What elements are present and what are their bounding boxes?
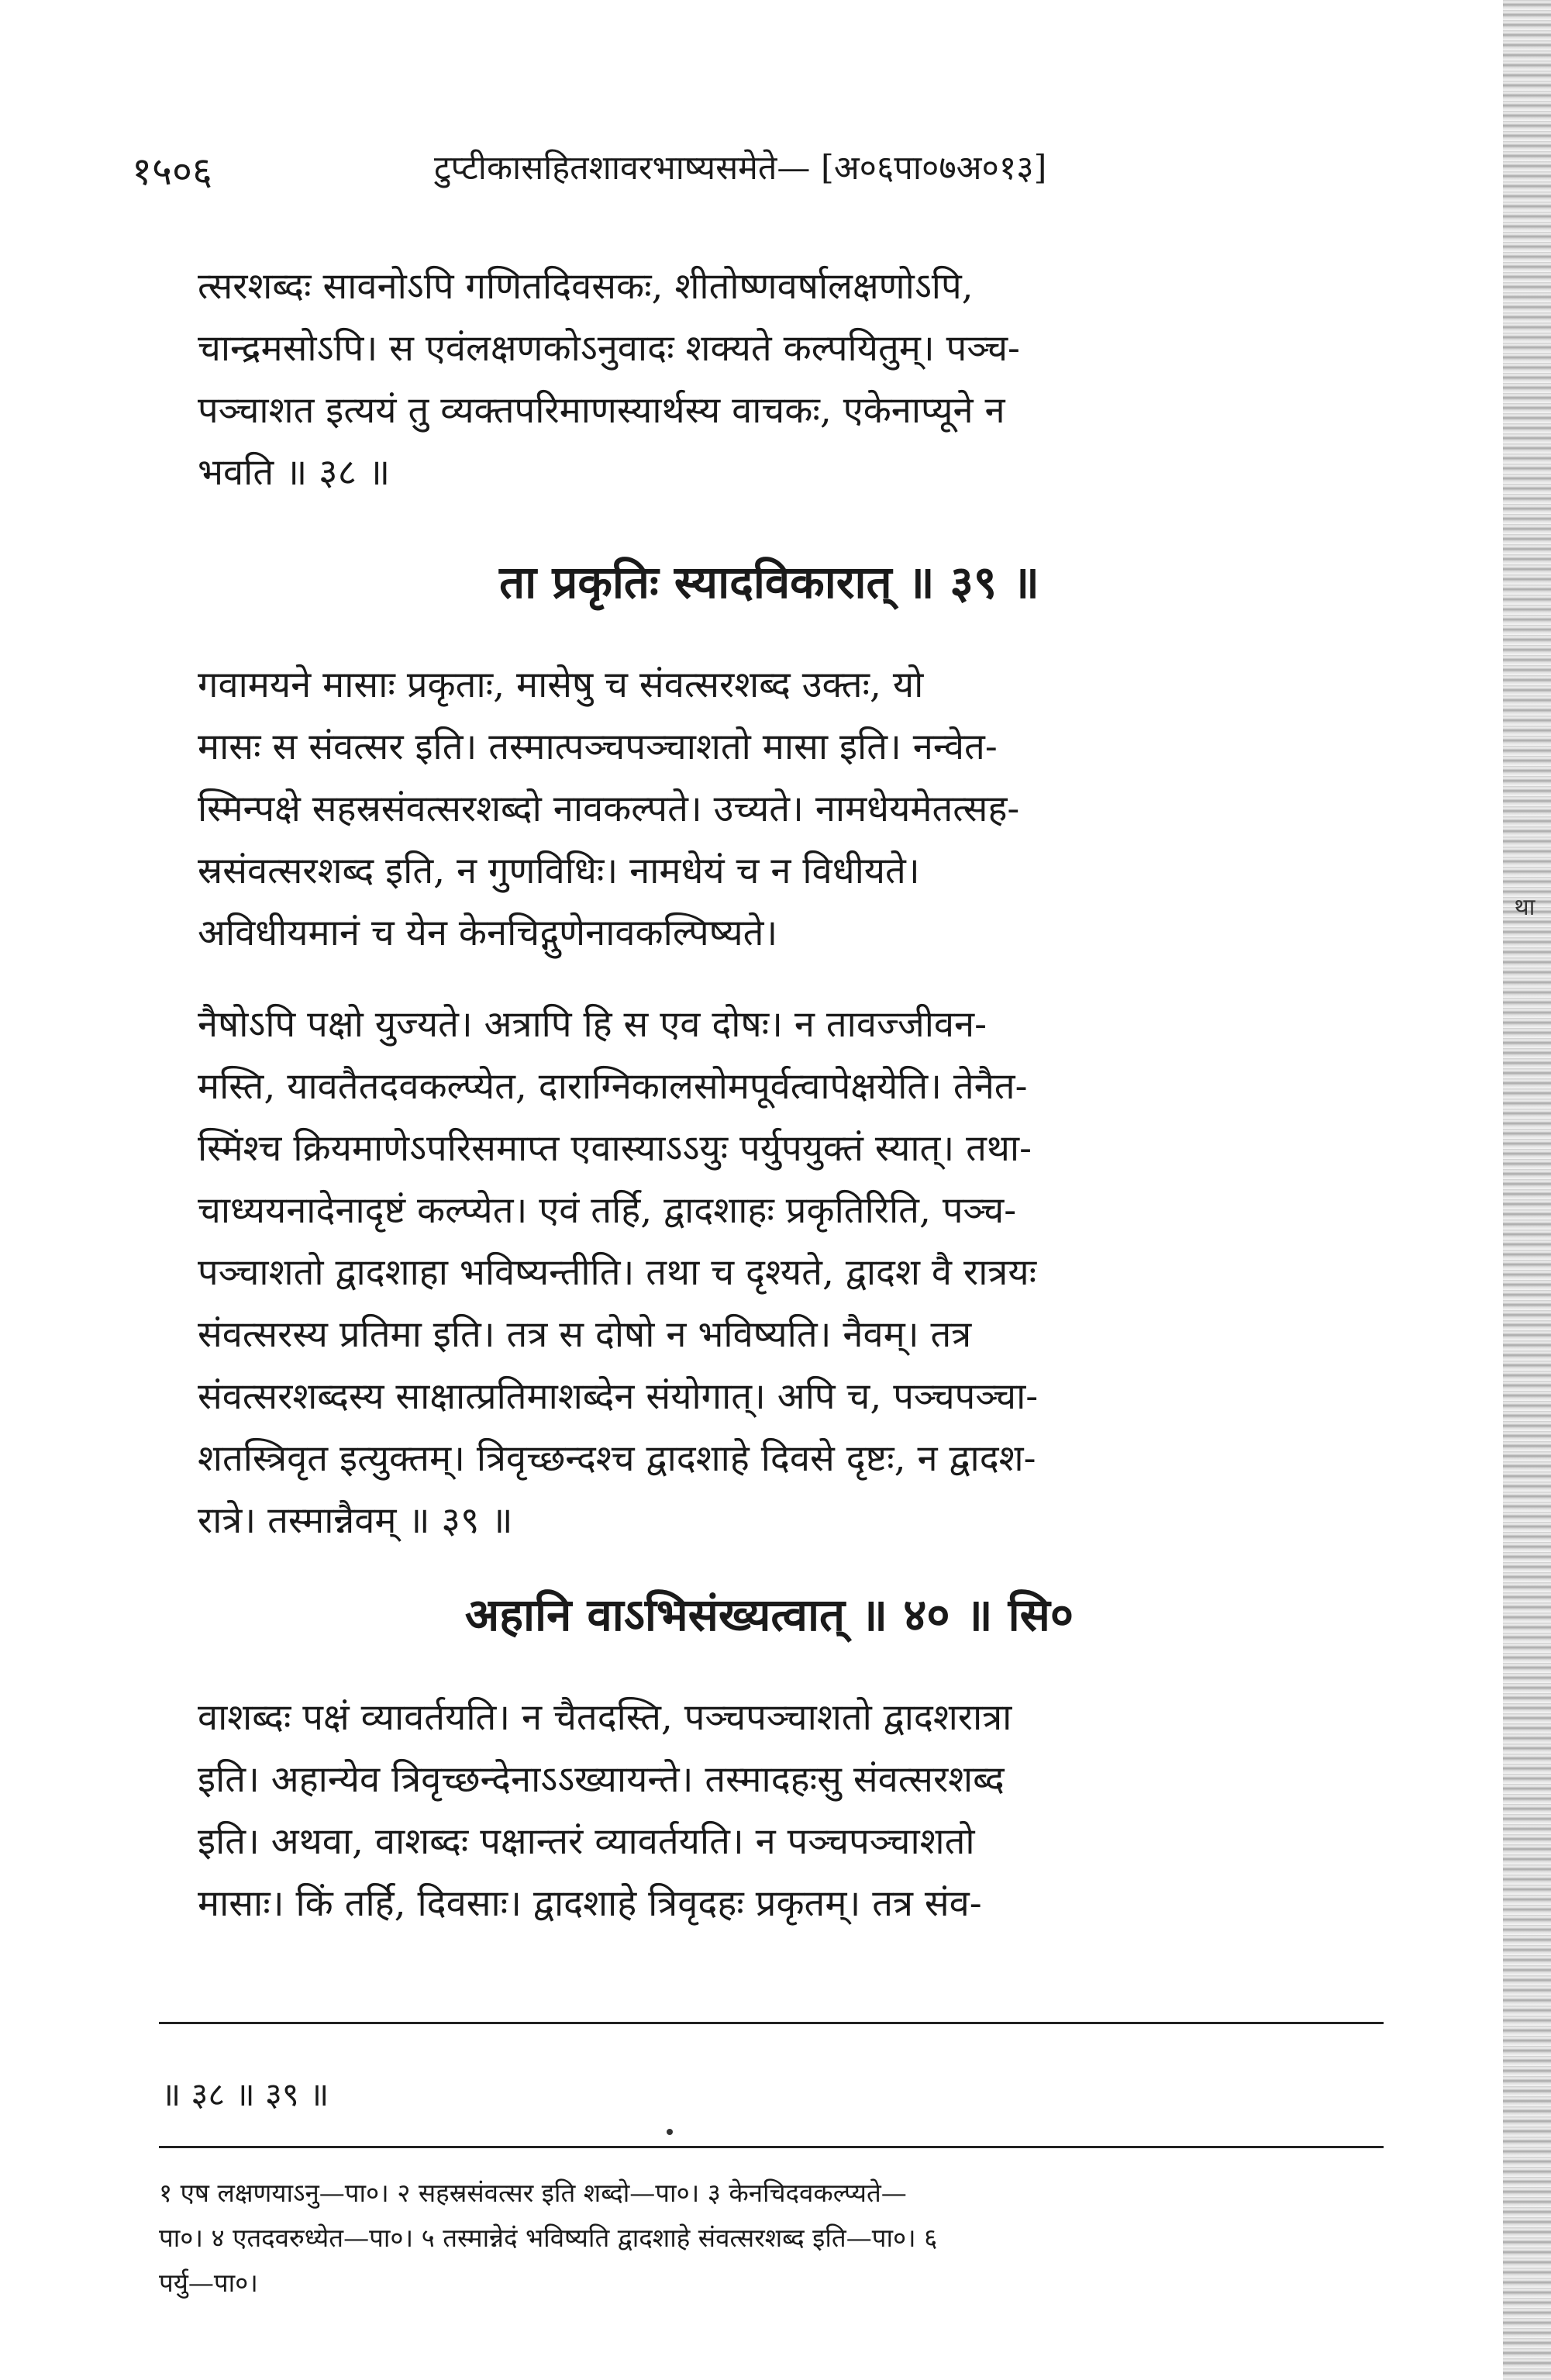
divider-footnotes: [159, 2146, 1384, 2148]
scan-edge: [1503, 0, 1551, 2380]
paragraph-39-b: नैषोऽपि पक्षो युज्यते। अत्रापि हि स एव दोषः। न तावज्जीवन- मस्ति, यावतैतदवकल्प्येत, दाराग्निकालसोमपूर्वत्वापेक्षयेति। तेनैत- स्मिंश्च क्रियमाणेऽपरिसमाप्त एवास्याऽऽयुः पर्युपयुक्तं स्यात्। तथा- चाध्ययनादेनादृष्टं कल्प्येत। एवं तर्हि, द्वादशाहः प्रकृतिरिति, पञ्च- पञ्चाशतो द्वादशाहा भविष्यन्तीति। तथा च दृश्यते, द्वादश वै रात्रयः संवत्सरस्य प्रतिमा इति। तत्र स दोषो न भविष्यति। नैवम्। तत्र संवत्सरशब्दस्य साक्षात्प्रतिमाशब्देन संयोगात्। अपि च, पञ्चपञ्चा- शतस्त्रिवृत इत्युक्तम्। त्रिवृच्छन्दश्च द्वादशाहे दिवसे दृष्टः, न द्वादश- रात्रे। तस्मान्नैवम् ॥ ३९ ॥: [198, 1003, 1039, 1542]
divider-top: [159, 2022, 1384, 2024]
paragraph-40-a: वाशब्दः पक्षं व्यावर्तयति। न चैतदस्ति, पञ्चपञ्चाशतो द्वादशरात्रा इति। अहान्येव त्रिवृच्छन्देनाऽऽख्यायन्ते। तस्मादहःसु संवत्सरशब्द इति। अथवा, वाशब्दः पक्षान्तरं व्यावर्तयति। न पञ्चपञ्चाशतो मासाः। किं तर्हि, दिवसाः। द्वादशाहे त्रिवृदहः प्रकृतम्। तत्र संव-: [198, 1696, 1012, 1925]
printer-dot: [667, 2129, 673, 2135]
sutra-references: ॥ ३८ ॥ ३९ ॥: [161, 2075, 329, 2113]
page-number: १५०६: [132, 149, 212, 194]
side-margin-text: था: [1514, 894, 1535, 921]
main-text: [198, 256, 1341, 1964]
running-head: टुप्टीकासहितशावरभाष्यसमेते— [अ०६पा०७अ०१३]: [434, 149, 1047, 188]
paragraph-38-end: त्सरशब्दः सावनोऽपि गणितदिवसकः, शीतोष्णवर्षालक्षणोऽपि, चान्द्रमसोऽपि। स एवंलक्षणकोऽनुवादः शक्यते कल्पयितुम्। पञ्च- पञ्चाशत इत्ययं तु व्यक्तपरिमाणस्यार्थस्य वाचकः, एकेनाप्यूने न भवति ॥ ३८ ॥: [198, 265, 1020, 494]
sutra-40-heading: अहानि वाऽभिसंख्यत्वात् ॥ ४० ॥ सि०: [464, 1588, 1074, 1641]
page-header: [132, 143, 1384, 198]
paragraph-39-a: गवामयने मासाः प्रकृताः, मासेषु च संवत्सरशब्द उक्तः, यो मासः स संवत्सर इति। तस्मात्पञ्चपञ्चाशतो मासा इति। नन्वेत- स्मिन्पक्षे सहस्रसंवत्सरशब्दो नावकल्पते। उच्यते। नामधेयमेतत्सह- स्रसंवत्सरशब्द इति, न गुणविधिः। नामधेयं च न विधीयते। अविधीयमानं च येन केनचिद्गुणेनावकल्पिष्यते।: [198, 664, 1020, 954]
footnotes: १ एष लक्षणयाऽनु—पा०। २ सहस्रसंवत्सर इति शब्दो—पा०। ३ केनचिदवकल्प्यते— पा०। ४ एतदवरुध्येत—पा०। ५ तस्मान्नेदं भविष्यति द्वादशाहे संवत्सरशब्द इति—पा०। ६ पर्यु—पा०।: [159, 2178, 938, 2298]
sutra-39-heading: ता प्रकृतिः स्यादविकारात् ॥ ३९ ॥: [499, 556, 1039, 609]
